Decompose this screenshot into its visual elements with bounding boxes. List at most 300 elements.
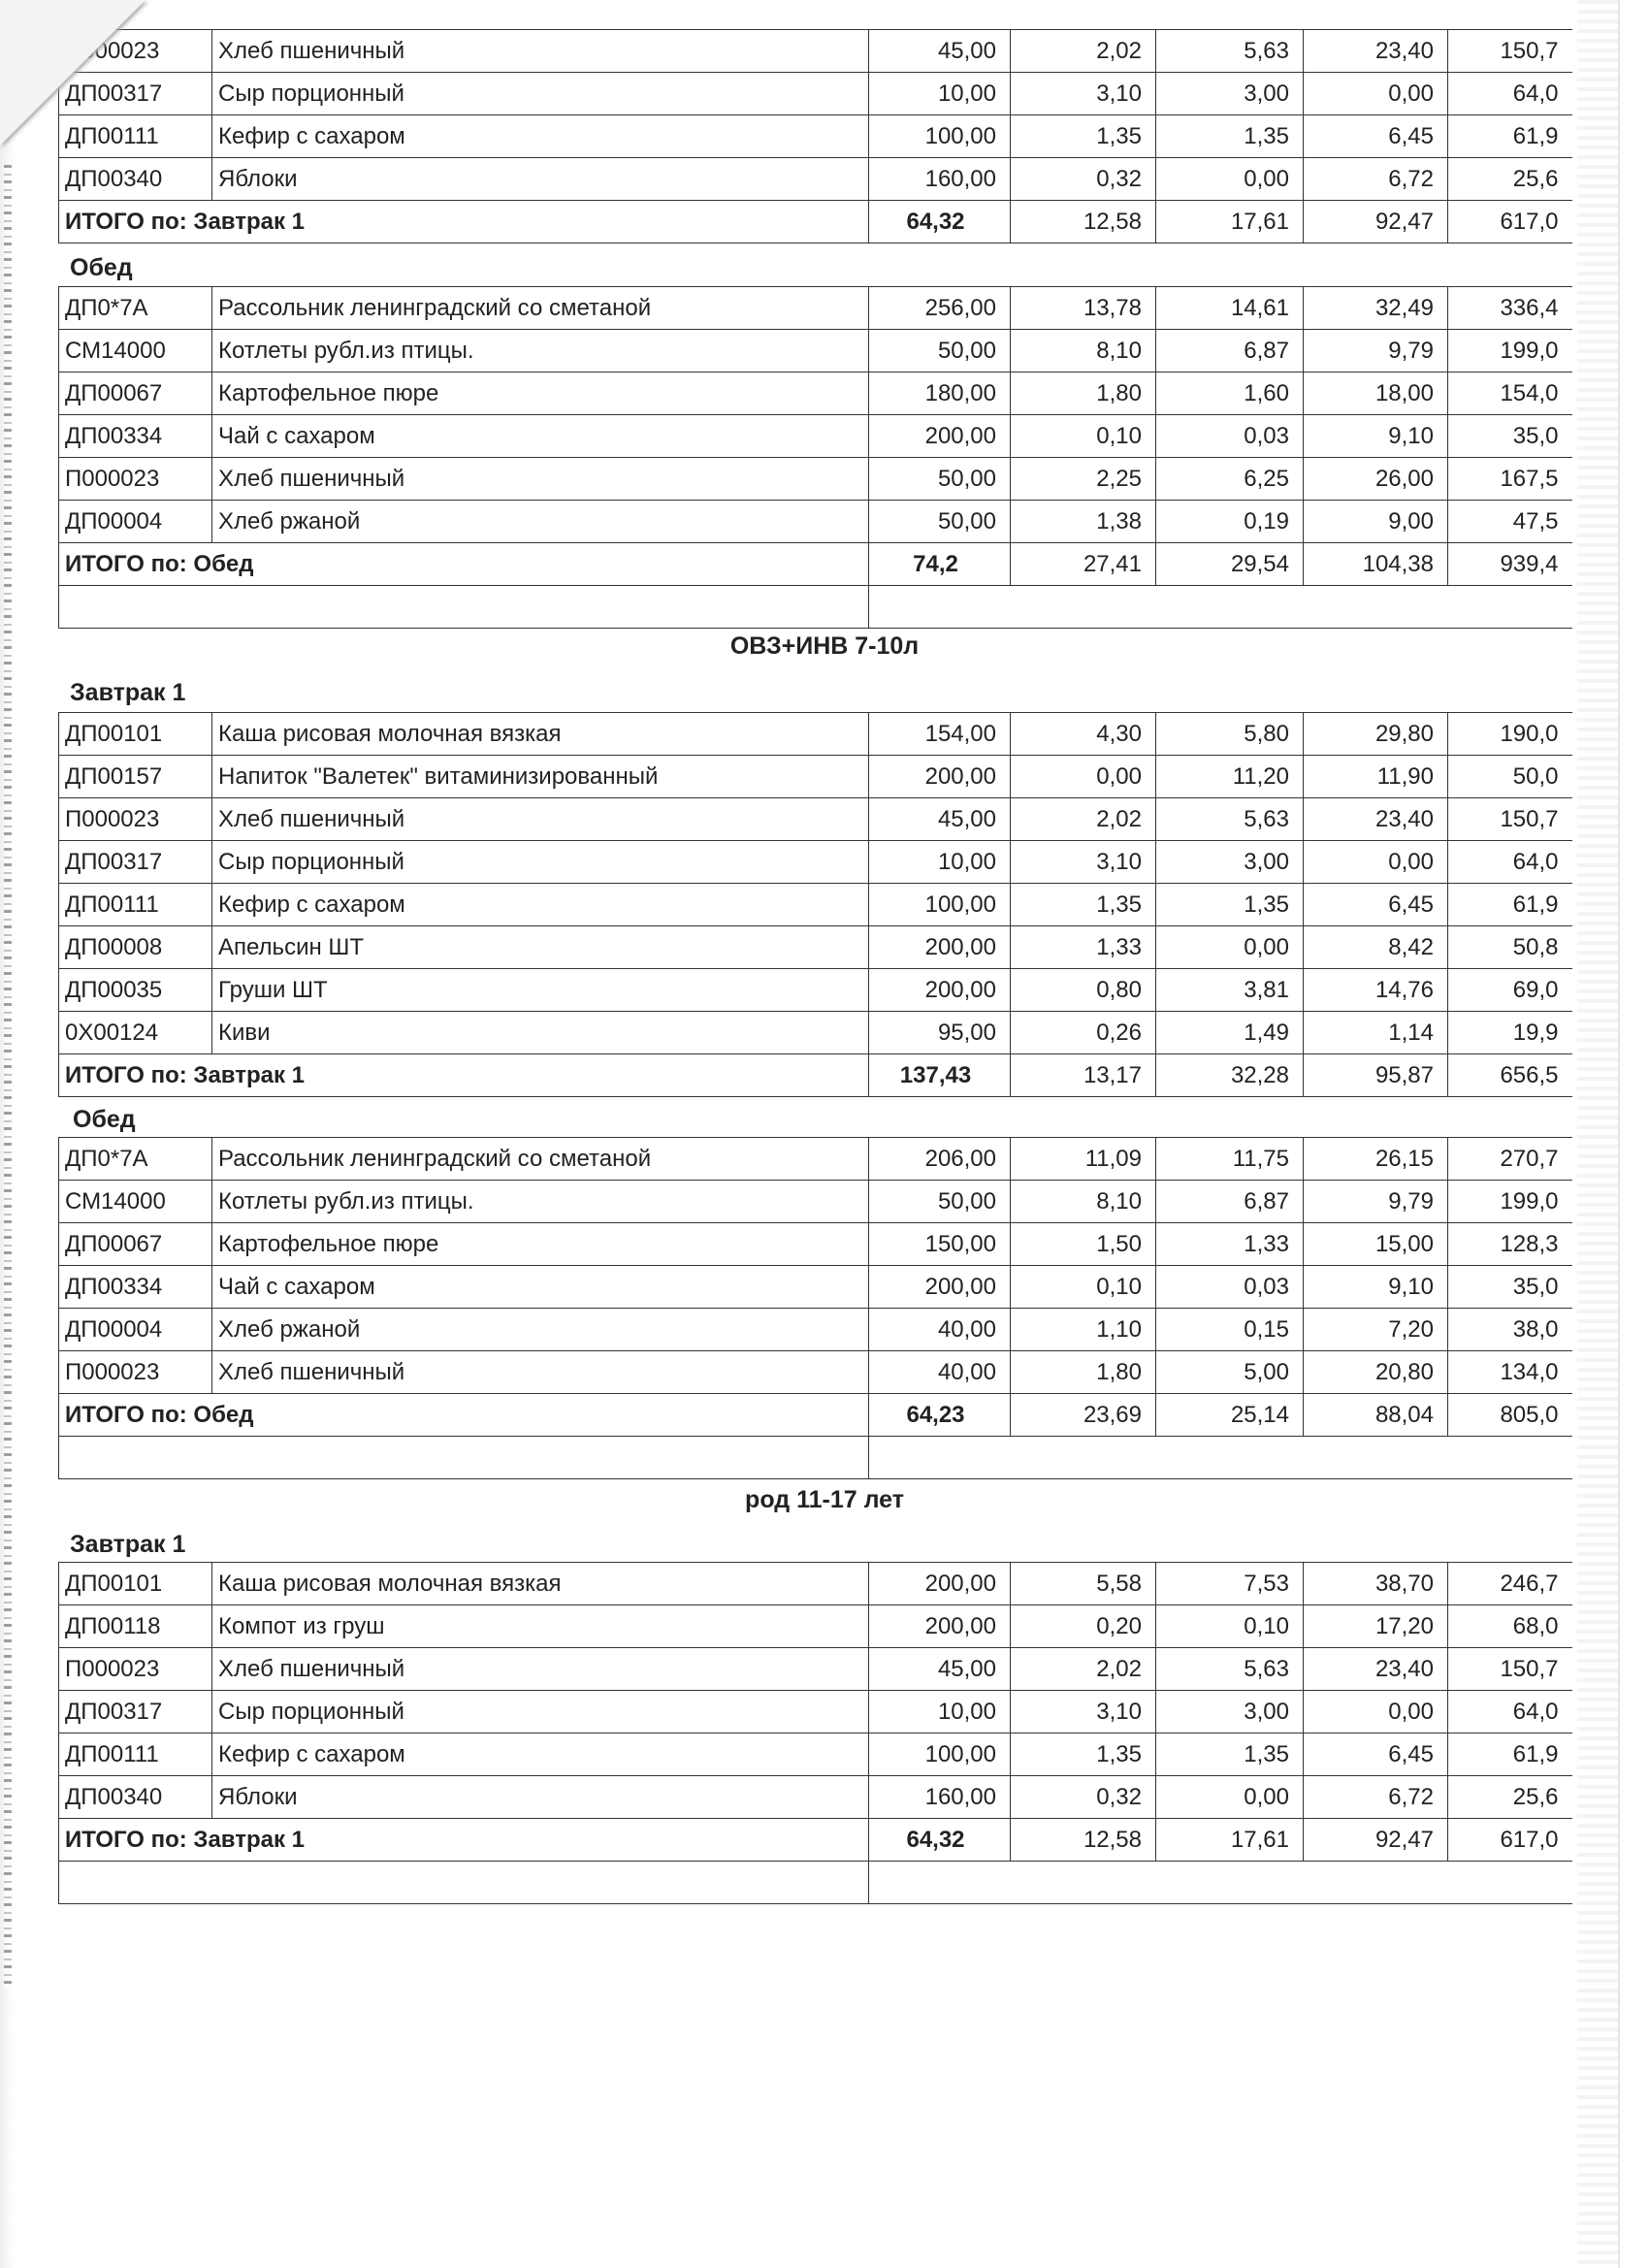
item-weight-cell: 154,00 [869, 713, 1011, 756]
total-value: 17,61 [1156, 1819, 1304, 1862]
item-weight-cell: 50,00 [869, 501, 1011, 543]
empty-row [59, 1862, 1572, 1904]
item-weight-cell: 100,00 [869, 115, 1011, 158]
table-row [59, 756, 1572, 798]
item-name-cell: Груши ШТ [212, 969, 869, 1012]
total-value: 64,23 [869, 1394, 1011, 1437]
item-protein-cell: 0,80 [1011, 969, 1156, 1012]
item-code-cell: ДП00317 [59, 73, 212, 115]
item-weight-cell: 10,00 [869, 1691, 1011, 1733]
empty-cell [869, 1437, 1572, 1479]
table-row [59, 30, 1572, 73]
total-value: 74,2 [869, 543, 1011, 586]
total-row [59, 1054, 1572, 1097]
menu-table [58, 286, 1572, 629]
item-weight-cell: 100,00 [869, 884, 1011, 926]
item-carbs-cell: 6,72 [1304, 1776, 1448, 1819]
item-name-cell: Чай с сахаром [212, 1266, 869, 1309]
table-row [59, 1691, 1572, 1733]
item-name-cell: Кефир с сахаром [212, 884, 869, 926]
total-value: 95,87 [1304, 1054, 1448, 1097]
item-code-cell: П000023 [59, 1351, 212, 1394]
item-protein-cell: 2,02 [1011, 1648, 1156, 1691]
folded-corner [0, 0, 146, 146]
scan-binding-shadow [4, 165, 12, 1989]
total-row [59, 201, 1572, 243]
item-name-cell: Хлеб пшеничный [212, 798, 869, 841]
item-fat-cell: 11,75 [1156, 1138, 1304, 1181]
item-kcal-cell: 38,0 [1448, 1309, 1572, 1351]
item-kcal-cell: 69,0 [1448, 969, 1572, 1012]
item-carbs-cell: 0,00 [1304, 841, 1448, 884]
item-kcal-cell: 190,0 [1448, 713, 1572, 756]
item-protein-cell: 2,25 [1011, 458, 1156, 501]
item-fat-cell: 14,61 [1156, 287, 1304, 330]
menu-table-block [58, 1562, 1571, 1904]
menu-table [58, 712, 1572, 1097]
item-kcal-cell: 128,3 [1448, 1223, 1572, 1266]
total-value: 32,28 [1156, 1054, 1304, 1097]
item-protein-cell: 0,00 [1011, 756, 1156, 798]
table-row [59, 926, 1572, 969]
item-weight-cell: 100,00 [869, 1733, 1011, 1776]
item-carbs-cell: 9,10 [1304, 1266, 1448, 1309]
total-value: 656,5 [1448, 1054, 1572, 1097]
item-name-cell: Компот из груш [212, 1605, 869, 1648]
item-kcal-cell: 50,0 [1448, 756, 1572, 798]
menu-table-block [58, 712, 1571, 1097]
item-code-cell: ДП00067 [59, 373, 212, 415]
item-kcal-cell: 150,7 [1448, 1648, 1572, 1691]
item-fat-cell: 6,25 [1156, 458, 1304, 501]
table-row [59, 115, 1572, 158]
item-kcal-cell: 61,9 [1448, 1733, 1572, 1776]
item-name-cell: Хлеб пшеничный [212, 1648, 869, 1691]
item-kcal-cell: 61,9 [1448, 115, 1572, 158]
item-code-cell: ДП00067 [59, 1223, 212, 1266]
item-kcal-cell: 61,9 [1448, 884, 1572, 926]
item-protein-cell: 5,58 [1011, 1563, 1156, 1605]
item-carbs-cell: 38,70 [1304, 1563, 1448, 1605]
item-code-cell: ДП00317 [59, 1691, 212, 1733]
item-kcal-cell: 270,7 [1448, 1138, 1572, 1181]
empty-cell [869, 586, 1572, 629]
item-weight-cell: 200,00 [869, 926, 1011, 969]
item-code-cell: П000023 [59, 30, 212, 73]
table-row [59, 713, 1572, 756]
item-carbs-cell: 7,20 [1304, 1309, 1448, 1351]
item-fat-cell: 3,81 [1156, 969, 1304, 1012]
item-protein-cell: 4,30 [1011, 713, 1156, 756]
item-fat-cell: 1,49 [1156, 1012, 1304, 1054]
item-fat-cell: 1,35 [1156, 1733, 1304, 1776]
section-title: ОВЗ+ИНВ 7-10л [729, 632, 920, 660]
item-name-cell: Напиток "Валетек" витаминизированный [212, 756, 869, 798]
meal-heading: Обед [70, 254, 133, 281]
item-fat-cell: 3,00 [1156, 1691, 1304, 1733]
total-row [59, 1819, 1572, 1862]
total-value: 92,47 [1304, 201, 1448, 243]
item-fat-cell: 11,20 [1156, 756, 1304, 798]
item-weight-cell: 45,00 [869, 798, 1011, 841]
table-row [59, 841, 1572, 884]
item-carbs-cell: 14,76 [1304, 969, 1448, 1012]
item-weight-cell: 160,00 [869, 1776, 1011, 1819]
item-kcal-cell: 150,7 [1448, 30, 1572, 73]
item-weight-cell: 45,00 [869, 30, 1011, 73]
item-code-cell: ДП00340 [59, 1776, 212, 1819]
item-carbs-cell: 1,14 [1304, 1012, 1448, 1054]
item-carbs-cell: 20,80 [1304, 1351, 1448, 1394]
item-code-cell: ДП00035 [59, 969, 212, 1012]
item-protein-cell: 1,35 [1011, 1733, 1156, 1776]
item-carbs-cell: 18,00 [1304, 373, 1448, 415]
item-weight-cell: 50,00 [869, 458, 1011, 501]
item-carbs-cell: 9,00 [1304, 501, 1448, 543]
total-value: 64,32 [869, 1819, 1011, 1862]
item-fat-cell: 6,87 [1156, 1181, 1304, 1223]
empty-cell [59, 1437, 869, 1479]
item-carbs-cell: 0,00 [1304, 73, 1448, 115]
item-code-cell: П000023 [59, 798, 212, 841]
item-protein-cell: 8,10 [1011, 1181, 1156, 1223]
item-fat-cell: 0,10 [1156, 1605, 1304, 1648]
table-row [59, 1605, 1572, 1648]
menu-table [58, 1137, 1572, 1479]
item-code-cell: ДП00334 [59, 415, 212, 458]
item-fat-cell: 5,63 [1156, 30, 1304, 73]
item-name-cell: Апельсин ШТ [212, 926, 869, 969]
item-weight-cell: 150,00 [869, 1223, 1011, 1266]
item-name-cell: Хлеб ржаной [212, 1309, 869, 1351]
item-protein-cell: 1,35 [1011, 884, 1156, 926]
menu-table [58, 1562, 1572, 1904]
item-weight-cell: 50,00 [869, 1181, 1011, 1223]
table-row [59, 287, 1572, 330]
item-kcal-cell: 199,0 [1448, 1181, 1572, 1223]
total-value: 617,0 [1448, 1819, 1572, 1862]
total-label: ИТОГО по: Обед [59, 543, 869, 586]
total-value: 805,0 [1448, 1394, 1572, 1437]
item-weight-cell: 50,00 [869, 330, 1011, 373]
item-fat-cell: 3,00 [1156, 73, 1304, 115]
item-kcal-cell: 134,0 [1448, 1351, 1572, 1394]
empty-cell [59, 1862, 869, 1904]
item-weight-cell: 160,00 [869, 158, 1011, 201]
total-value: 617,0 [1448, 201, 1572, 243]
item-carbs-cell: 6,72 [1304, 158, 1448, 201]
item-fat-cell: 5,80 [1156, 713, 1304, 756]
table-row [59, 330, 1572, 373]
total-value: 17,61 [1156, 201, 1304, 243]
meal-heading: Обед [73, 1106, 136, 1133]
item-kcal-cell: 35,0 [1448, 415, 1572, 458]
total-label: ИТОГО по: Завтрак 1 [59, 1054, 869, 1097]
table-row [59, 798, 1572, 841]
table-row [59, 1351, 1572, 1394]
item-name-cell: Каша рисовая молочная вязкая [212, 713, 869, 756]
item-weight-cell: 256,00 [869, 287, 1011, 330]
item-name-cell: Кефир с сахаром [212, 115, 869, 158]
total-value: 88,04 [1304, 1394, 1448, 1437]
item-name-cell: Котлеты рубл.из птицы. [212, 1181, 869, 1223]
item-weight-cell: 95,00 [869, 1012, 1011, 1054]
item-carbs-cell: 23,40 [1304, 798, 1448, 841]
item-name-cell: Рассольник ленинградский со сметаной [212, 287, 869, 330]
item-name-cell: Сыр порционный [212, 1691, 869, 1733]
item-code-cell: ДП00004 [59, 501, 212, 543]
item-protein-cell: 0,10 [1011, 1266, 1156, 1309]
item-carbs-cell: 6,45 [1304, 115, 1448, 158]
item-name-cell: Хлеб ржаной [212, 501, 869, 543]
item-fat-cell: 5,63 [1156, 798, 1304, 841]
total-value: 92,47 [1304, 1819, 1448, 1862]
item-fat-cell: 0,00 [1156, 158, 1304, 201]
item-kcal-cell: 25,6 [1448, 1776, 1572, 1819]
item-fat-cell: 0,03 [1156, 415, 1304, 458]
total-value: 13,17 [1011, 1054, 1156, 1097]
total-label: ИТОГО по: Завтрак 1 [59, 201, 869, 243]
item-code-cell: ДП00111 [59, 1733, 212, 1776]
item-code-cell: ДП00317 [59, 841, 212, 884]
item-kcal-cell: 47,5 [1448, 501, 1572, 543]
item-carbs-cell: 23,40 [1304, 30, 1448, 73]
item-carbs-cell: 32,49 [1304, 287, 1448, 330]
total-row [59, 543, 1572, 586]
item-carbs-cell: 15,00 [1304, 1223, 1448, 1266]
item-name-cell: Сыр порционный [212, 841, 869, 884]
item-protein-cell: 3,10 [1011, 841, 1156, 884]
item-weight-cell: 200,00 [869, 1266, 1011, 1309]
item-code-cell: СМ14000 [59, 330, 212, 373]
item-carbs-cell: 8,42 [1304, 926, 1448, 969]
item-code-cell: ДП00101 [59, 1563, 212, 1605]
item-weight-cell: 180,00 [869, 373, 1011, 415]
item-code-cell: П000023 [59, 1648, 212, 1691]
item-carbs-cell: 9,10 [1304, 415, 1448, 458]
item-code-cell: ДП0*7А [59, 1138, 212, 1181]
item-weight-cell: 40,00 [869, 1309, 1011, 1351]
item-kcal-cell: 167,5 [1448, 458, 1572, 501]
item-carbs-cell: 11,90 [1304, 756, 1448, 798]
empty-cell [59, 586, 869, 629]
item-protein-cell: 0,32 [1011, 1776, 1156, 1819]
item-protein-cell: 1,80 [1011, 373, 1156, 415]
item-name-cell: Чай с сахаром [212, 415, 869, 458]
item-protein-cell: 1,80 [1011, 1351, 1156, 1394]
table-row [59, 969, 1572, 1012]
item-code-cell: ДП00008 [59, 926, 212, 969]
table-row [59, 1776, 1572, 1819]
item-fat-cell: 1,60 [1156, 373, 1304, 415]
item-weight-cell: 200,00 [869, 756, 1011, 798]
item-code-cell: ДП0*7А [59, 287, 212, 330]
item-code-cell: ДП00118 [59, 1605, 212, 1648]
item-protein-cell: 8,10 [1011, 330, 1156, 373]
total-value: 27,41 [1011, 543, 1156, 586]
table-row [59, 415, 1572, 458]
item-kcal-cell: 64,0 [1448, 841, 1572, 884]
item-code-cell: ДП00157 [59, 756, 212, 798]
table-row [59, 373, 1572, 415]
item-kcal-cell: 154,0 [1448, 373, 1572, 415]
item-code-cell: ДП00111 [59, 115, 212, 158]
item-kcal-cell: 64,0 [1448, 1691, 1572, 1733]
table-row [59, 1309, 1572, 1351]
table-row [59, 1138, 1572, 1181]
table-row [59, 501, 1572, 543]
item-fat-cell: 1,35 [1156, 884, 1304, 926]
item-kcal-cell: 64,0 [1448, 73, 1572, 115]
item-name-cell: Яблоки [212, 1776, 869, 1819]
item-protein-cell: 1,38 [1011, 501, 1156, 543]
item-protein-cell: 1,10 [1011, 1309, 1156, 1351]
item-name-cell: Котлеты рубл.из птицы. [212, 330, 869, 373]
item-carbs-cell: 6,45 [1304, 1733, 1448, 1776]
item-weight-cell: 200,00 [869, 1563, 1011, 1605]
item-fat-cell: 0,03 [1156, 1266, 1304, 1309]
item-name-cell: Каша рисовая молочная вязкая [212, 1563, 869, 1605]
item-kcal-cell: 35,0 [1448, 1266, 1572, 1309]
total-value: 29,54 [1156, 543, 1304, 586]
empty-cell [869, 1862, 1572, 1904]
item-name-cell: Хлеб пшеничный [212, 458, 869, 501]
item-weight-cell: 10,00 [869, 841, 1011, 884]
item-weight-cell: 40,00 [869, 1351, 1011, 1394]
total-label: ИТОГО по: Завтрак 1 [59, 1819, 869, 1862]
item-carbs-cell: 26,00 [1304, 458, 1448, 501]
item-weight-cell: 200,00 [869, 415, 1011, 458]
meal-heading: Завтрак 1 [70, 1531, 186, 1558]
total-label: ИТОГО по: Обед [59, 1394, 869, 1437]
item-protein-cell: 13,78 [1011, 287, 1156, 330]
item-carbs-cell: 26,15 [1304, 1138, 1448, 1181]
section-title: род 11-17 лет [745, 1486, 904, 1513]
empty-row [59, 1437, 1572, 1479]
item-fat-cell: 3,00 [1156, 841, 1304, 884]
item-kcal-cell: 336,4 [1448, 287, 1572, 330]
item-carbs-cell: 23,40 [1304, 1648, 1448, 1691]
item-fat-cell: 0,00 [1156, 926, 1304, 969]
menu-table-block [58, 286, 1571, 629]
total-value: 137,43 [869, 1054, 1011, 1097]
total-value: 939,4 [1448, 543, 1572, 586]
table-row [59, 158, 1572, 201]
item-protein-cell: 2,02 [1011, 30, 1156, 73]
table-row [59, 1181, 1572, 1223]
item-kcal-cell: 25,6 [1448, 158, 1572, 201]
table-row [59, 1563, 1572, 1605]
item-fat-cell: 1,33 [1156, 1223, 1304, 1266]
meal-heading: Завтрак 1 [70, 679, 186, 706]
total-value: 64,32 [869, 201, 1011, 243]
item-code-cell: 0Х00124 [59, 1012, 212, 1054]
item-name-cell: Картофельное пюре [212, 373, 869, 415]
item-kcal-cell: 68,0 [1448, 1605, 1572, 1648]
item-carbs-cell: 9,79 [1304, 1181, 1448, 1223]
item-name-cell: Хлеб пшеничный [212, 1351, 869, 1394]
item-fat-cell: 0,19 [1156, 501, 1304, 543]
table-row [59, 1266, 1572, 1309]
scan-right-edge [1577, 0, 1620, 2268]
item-fat-cell: 7,53 [1156, 1563, 1304, 1605]
item-weight-cell: 10,00 [869, 73, 1011, 115]
item-code-cell: ДП00340 [59, 158, 212, 201]
item-protein-cell: 1,35 [1011, 115, 1156, 158]
item-protein-cell: 0,20 [1011, 1605, 1156, 1648]
item-kcal-cell: 150,7 [1448, 798, 1572, 841]
item-protein-cell: 1,50 [1011, 1223, 1156, 1266]
menu-table-block [58, 1137, 1571, 1479]
item-fat-cell: 5,63 [1156, 1648, 1304, 1691]
item-code-cell: ДП00111 [59, 884, 212, 926]
item-protein-cell: 3,10 [1011, 73, 1156, 115]
item-protein-cell: 0,26 [1011, 1012, 1156, 1054]
item-carbs-cell: 17,20 [1304, 1605, 1448, 1648]
item-kcal-cell: 246,7 [1448, 1563, 1572, 1605]
item-protein-cell: 1,33 [1011, 926, 1156, 969]
table-row [59, 884, 1572, 926]
empty-row [59, 586, 1572, 629]
item-carbs-cell: 0,00 [1304, 1691, 1448, 1733]
total-value: 12,58 [1011, 1819, 1156, 1862]
item-fat-cell: 5,00 [1156, 1351, 1304, 1394]
item-name-cell: Кефир с сахаром [212, 1733, 869, 1776]
item-fat-cell: 0,15 [1156, 1309, 1304, 1351]
menu-table [58, 29, 1572, 243]
total-row [59, 1394, 1572, 1437]
item-carbs-cell: 29,80 [1304, 713, 1448, 756]
table-row [59, 1223, 1572, 1266]
item-name-cell: Киви [212, 1012, 869, 1054]
total-value: 23,69 [1011, 1394, 1156, 1437]
total-value: 12,58 [1011, 201, 1156, 243]
item-weight-cell: 200,00 [869, 1605, 1011, 1648]
item-fat-cell: 6,87 [1156, 330, 1304, 373]
total-value: 25,14 [1156, 1394, 1304, 1437]
item-name-cell: Яблоки [212, 158, 869, 201]
item-code-cell: ДП00004 [59, 1309, 212, 1351]
item-weight-cell: 45,00 [869, 1648, 1011, 1691]
item-protein-cell: 11,09 [1011, 1138, 1156, 1181]
item-name-cell: Хлеб пшеничный [212, 30, 869, 73]
item-kcal-cell: 19,9 [1448, 1012, 1572, 1054]
item-weight-cell: 206,00 [869, 1138, 1011, 1181]
item-name-cell: Сыр порционный [212, 73, 869, 115]
item-protein-cell: 3,10 [1011, 1691, 1156, 1733]
item-protein-cell: 0,10 [1011, 415, 1156, 458]
item-code-cell: П000023 [59, 458, 212, 501]
item-code-cell: СМ14000 [59, 1181, 212, 1223]
item-kcal-cell: 50,8 [1448, 926, 1572, 969]
item-kcal-cell: 199,0 [1448, 330, 1572, 373]
item-carbs-cell: 6,45 [1304, 884, 1448, 926]
table-row [59, 73, 1572, 115]
table-row [59, 458, 1572, 501]
menu-table-block [58, 29, 1571, 243]
item-code-cell: ДП00334 [59, 1266, 212, 1309]
item-fat-cell: 0,00 [1156, 1776, 1304, 1819]
item-protein-cell: 0,32 [1011, 158, 1156, 201]
item-name-cell: Рассольник ленинградский со сметаной [212, 1138, 869, 1181]
item-weight-cell: 200,00 [869, 969, 1011, 1012]
item-code-cell: ДП00101 [59, 713, 212, 756]
item-carbs-cell: 9,79 [1304, 330, 1448, 373]
total-value: 104,38 [1304, 543, 1448, 586]
item-protein-cell: 2,02 [1011, 798, 1156, 841]
item-fat-cell: 1,35 [1156, 115, 1304, 158]
table-row [59, 1648, 1572, 1691]
